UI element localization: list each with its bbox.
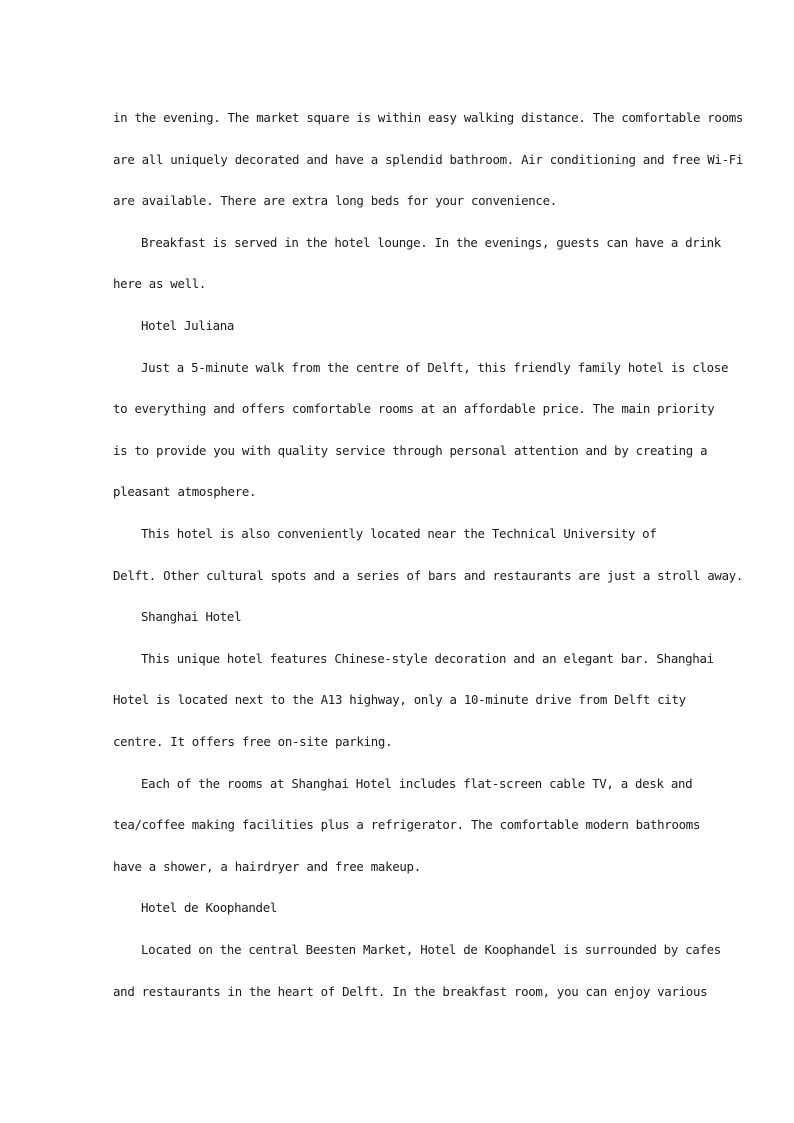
text-line: Hotel is located next to the A13 highway, only a 10-minute drive from Delft city xyxy=(113,692,686,707)
text-line: Delft. Other cultural spots and a series of bars and restaurants are just a stroll away. xyxy=(113,568,744,583)
hotel-heading: Hotel de Koophandel xyxy=(141,900,278,915)
text-line: Located on the central Beesten Market, Hotel de Koophandel is surrounded by cafes xyxy=(141,942,721,957)
text-line: pleasant atmosphere. xyxy=(113,484,257,499)
text-line: Each of the rooms at Shanghai Hotel includes flat-screen cable TV, a desk and xyxy=(141,776,693,791)
text-line: This unique hotel features Chinese-style decoration and an elegant bar. Shanghai xyxy=(141,651,714,666)
text-line: Just a 5-minute walk from the centre of Delft, this friendly family hotel is close xyxy=(141,360,729,375)
text-line: Breakfast is served in the hotel lounge. In the evenings, guests can have a drink xyxy=(141,235,721,250)
text-line: is to provide you with quality service through personal attention and by creating a xyxy=(113,443,708,458)
text-line: and restaurants in the heart of Delft. In the breakfast room, you can enjoy various xyxy=(113,984,708,999)
text-line: to everything and offers comfortable rooms at an affordable price. The main priority xyxy=(113,401,715,416)
text-line: have a shower, a hairdryer and free makeup. xyxy=(113,859,421,874)
text-line: are all uniquely decorated and have a splendid bathroom. Air conditioning and free Wi-Fi xyxy=(113,152,744,167)
text-line: are available. There are extra long beds for your convenience. xyxy=(113,193,557,208)
text-line: tea/coffee making facilities plus a refrigerator. The comfortable modern bathrooms xyxy=(113,817,701,832)
hotel-heading: Shanghai Hotel xyxy=(141,609,242,624)
text-line: in the evening. The market square is within easy walking distance. The comfortable rooms xyxy=(113,110,744,125)
text-line: This hotel is also conveniently located near the Technical University of xyxy=(141,526,657,541)
hotel-heading: Hotel Juliana xyxy=(141,318,235,333)
text-line: here as well. xyxy=(113,276,207,291)
text-line: centre. It offers free on-site parking. xyxy=(113,734,393,749)
